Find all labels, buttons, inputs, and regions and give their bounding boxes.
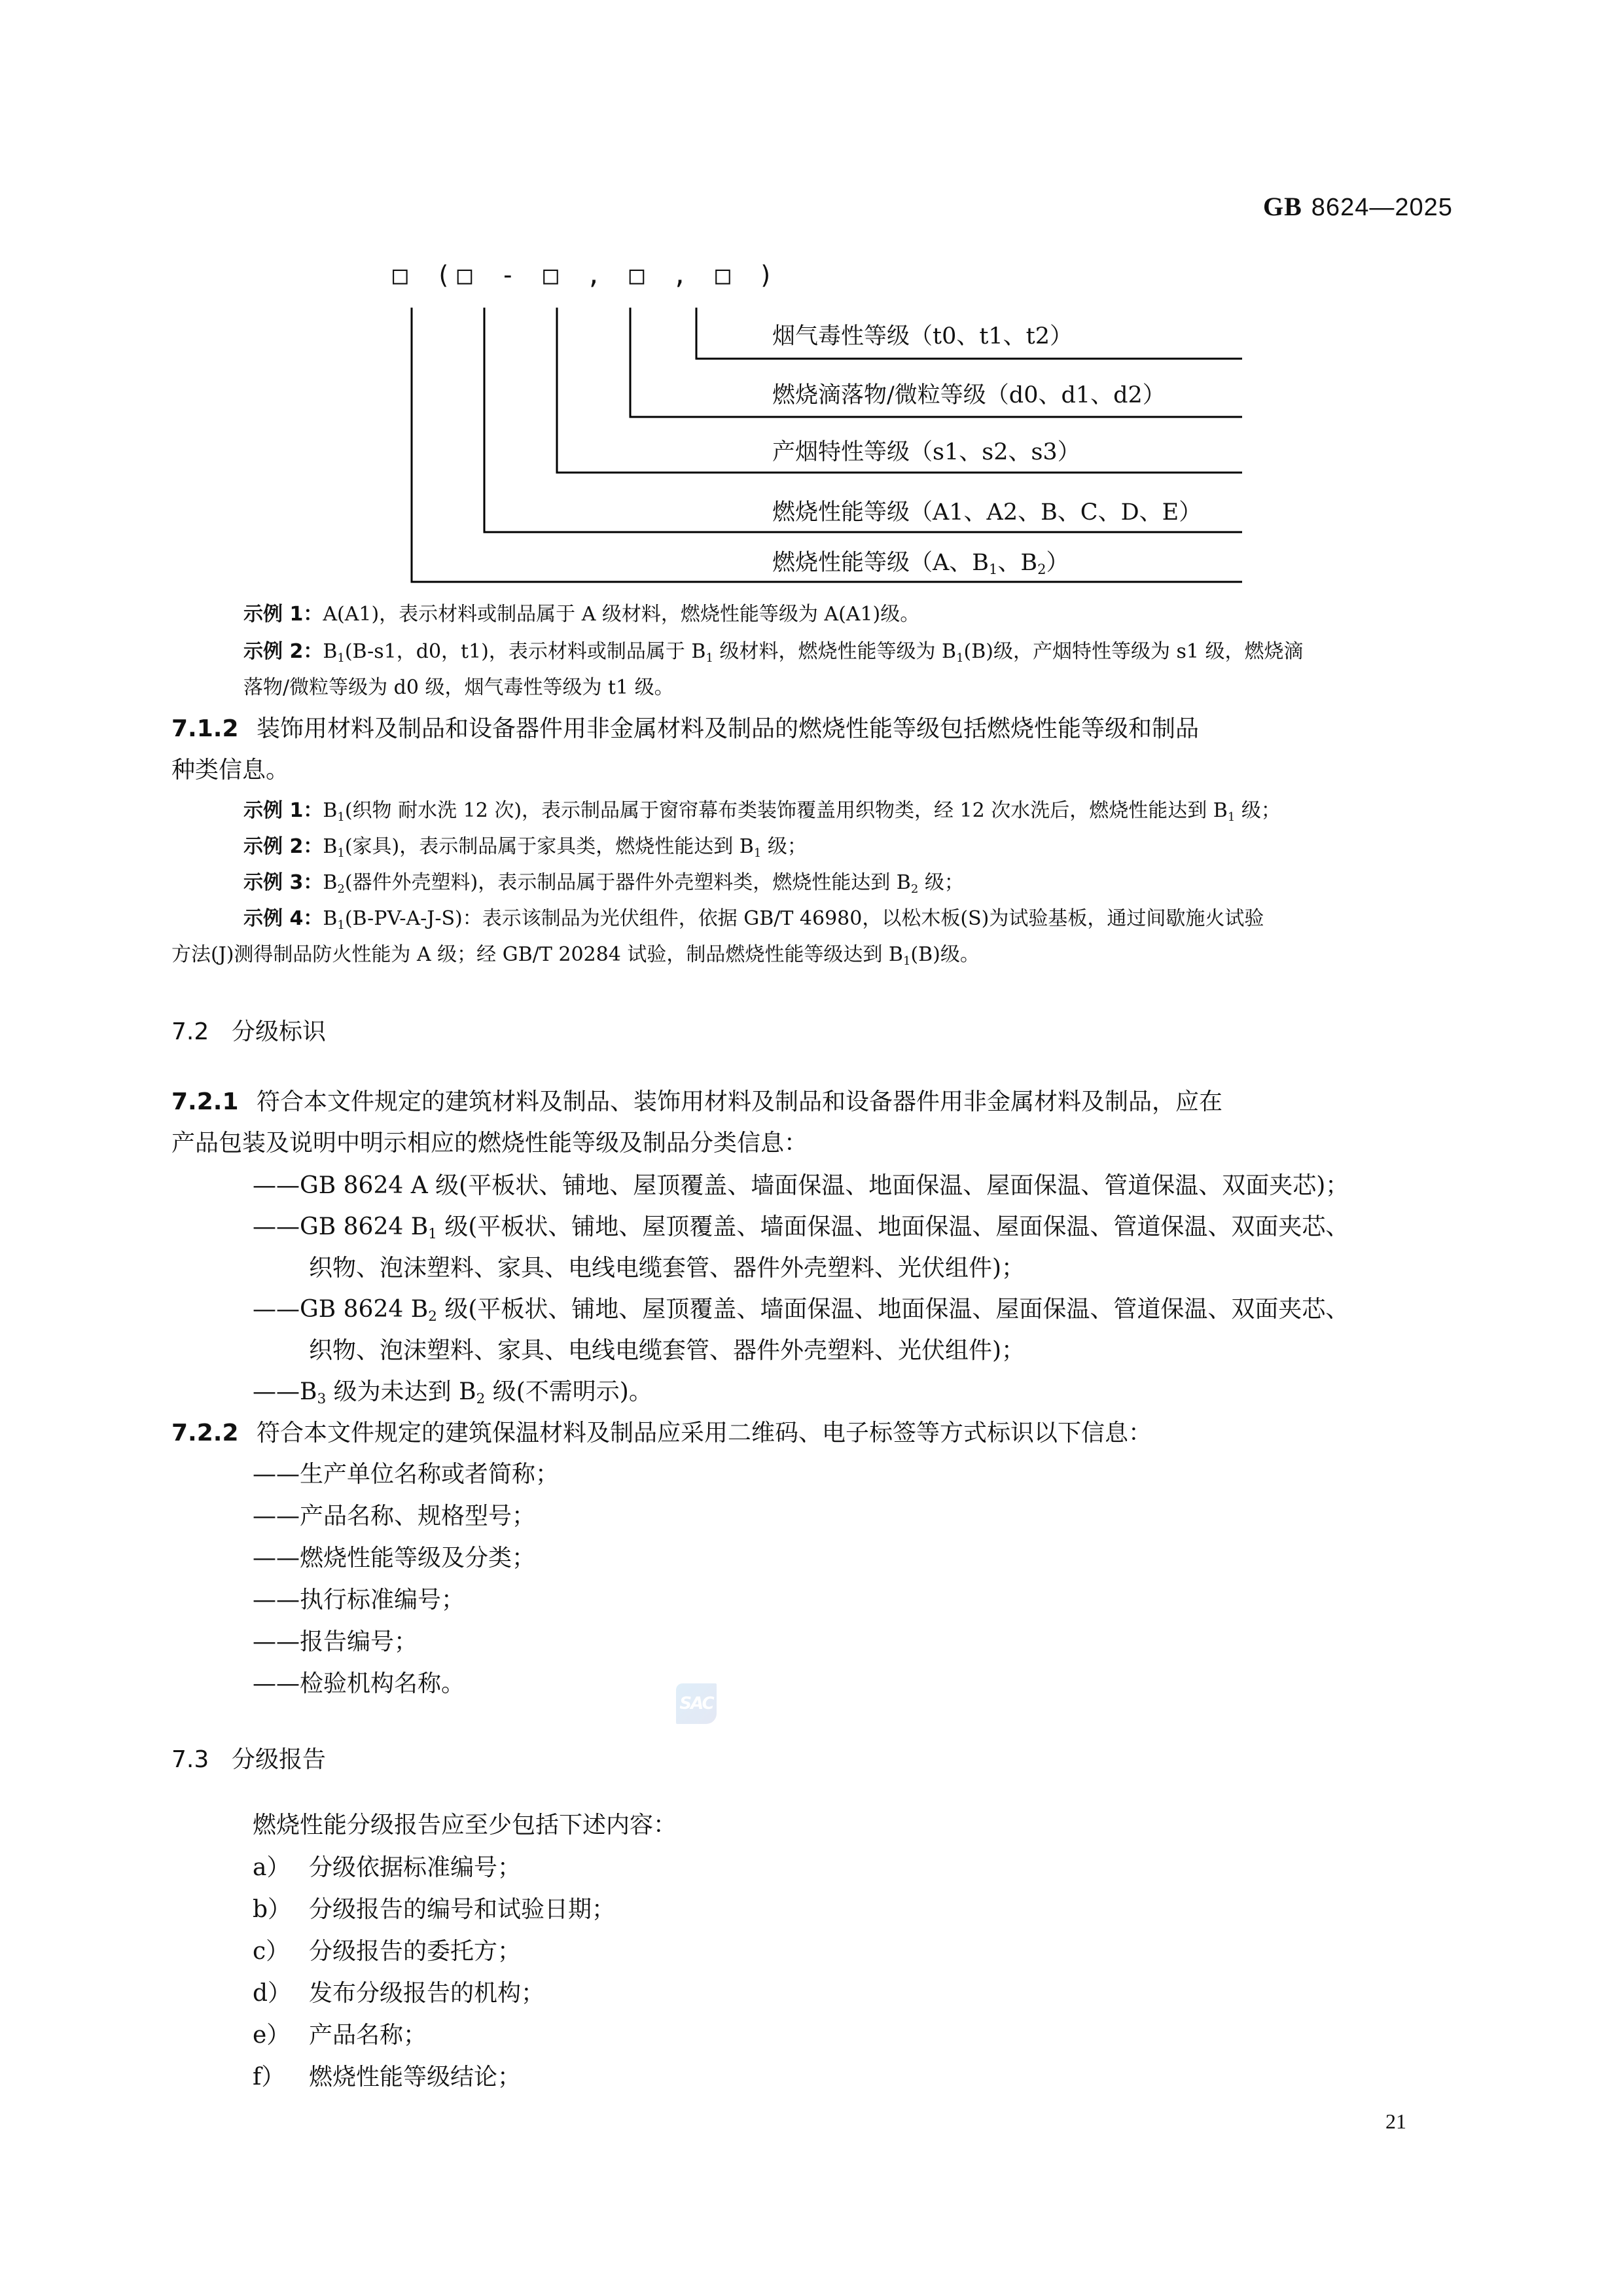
list-item-class-b3: $——B_3$ 级为未达到 $B_2$ 级(不需明示)。 <box>253 1378 652 1407</box>
example-pv-module: 示例 4：$B_1(B-PV-A-J-S)$：表示该制品为光伏组件，依据 GB/T 46980，以松木板(S)为试验基板，通过间歇施火试验 <box>243 907 1264 932</box>
list-item-class-b1: ——GB 8624 $B_1$ 级(平板状、铺地、屋顶覆盖、墙面保温、地面保温、屋面保温、管道保温、双面夹芯、 <box>253 1213 1349 1242</box>
clause-7-1-2: 7.1.2 装饰用材料及制品和设备器件用非金属材料及制品的燃烧性能等级包括燃烧性能等级和制品 <box>171 715 1200 742</box>
list-item-class-a: ——GB 8624 A 级(平板状、铺地、屋顶覆盖、墙面保温、地面保温、屋面保温、管道保温、双面夹芯)； <box>253 1172 1349 1199</box>
diagram-label-toxicity: 烟气毒性等级（t0、t1、t2） <box>772 323 1073 350</box>
example-pv-module-continued: 方法(J)测得制品防火性能为 A 级；经 GB/T 20284 试验，制品燃烧性能等级达到 $B_1(B)$级。 <box>171 943 980 968</box>
example-furniture: 示例 2：$B_1$(家具)，表示制品属于家具类，燃烧性能达到 $B_1$ 级； <box>243 835 807 860</box>
list-item-manufacturer: ——生产单位名称或者简称； <box>253 1461 560 1488</box>
diagram-label-droplets: 燃烧滴落物/微粒等级（d0、d1、d2） <box>772 382 1166 408</box>
standard-prefix: GB <box>1263 192 1302 221</box>
diagram-label-national-class: 燃烧性能等级（A、$B_1$、$B_2$） <box>772 550 1069 577</box>
clause-7-2-1: 7.2.1 符合本文件规定的建筑材料及制品、装饰用材料及制品和设备器件用非金属材料及制品，应在 <box>171 1088 1223 1115</box>
standard-number: 8624—2025 <box>1311 194 1453 221</box>
clause-7-2-2: 7.2.2 符合本文件规定的建筑保温材料及制品应采用二维码、电子标签等方式标识以下信息： <box>171 1420 1152 1446</box>
section-7-3-intro: 燃烧性能分级报告应至少包括下述内容： <box>253 1812 677 1839</box>
example-2-continued: 落物/微粒等级为 d0 级，烟气毒性等级为 t1 级。 <box>243 676 674 699</box>
list-item-testing-body: ——检验机构名称。 <box>253 1670 465 1697</box>
list-item-class-b1-continued: 织物、泡沫塑料、家具、电线电缆套管、器件外壳塑料、光伏组件)； <box>309 1255 1026 1282</box>
diagram-label-euro-class: 燃烧性能等级（A1、A2、B、C、D、E） <box>772 499 1202 526</box>
classification-formula: □ (□ - □ , □ , □ ) <box>393 260 780 289</box>
example-device-plastic: 示例 3：$B_2$(器件外壳塑料)，表示制品属于器件外壳塑料类，燃烧性能达到 $B_2$ 级； <box>243 871 964 896</box>
section-7-3-heading: 7.3 分级报告 <box>171 1746 327 1773</box>
report-item: c） 分级报告的委托方； <box>253 1938 522 1965</box>
example-textile: 示例 1：$B_1$(织物 耐水洗 12 次)，表示制品属于窗帘幕布类装饰覆盖用织物类，经 12 次水洗后，燃烧性能达到 $B_1$ 级； <box>243 799 1281 824</box>
diagram-label-smoke: 产烟特性等级（s1、s2、s3） <box>772 439 1080 465</box>
clause-7-1-2-continued: 种类信息。 <box>171 757 290 783</box>
list-item-product-name: ——产品名称、规格型号； <box>253 1503 536 1530</box>
sac-watermark-logo: SAC <box>676 1683 717 1724</box>
report-item: e） 产品名称； <box>253 2022 427 2049</box>
example-1: 示例 1：A(A1)，表示材料或制品属于 A 级材料，燃烧性能等级为 A(A1)级。 <box>243 603 920 626</box>
section-7-2-heading: 7.2 分级标识 <box>171 1018 327 1045</box>
list-item-report-number: ——报告编号； <box>253 1628 418 1655</box>
page-number: 21 <box>1385 2109 1406 2133</box>
report-item: f） 燃烧性能等级结论； <box>253 2064 522 2090</box>
list-item-class-b2-continued: 织物、泡沫塑料、家具、电线电缆套管、器件外壳塑料、光伏组件)； <box>309 1337 1026 1364</box>
list-item-class-b2: ——GB 8624 $B_2$ 级(平板状、铺地、屋顶覆盖、墙面保温、地面保温、屋面保温、管道保温、双面夹芯、 <box>253 1296 1349 1325</box>
report-item: d） 发布分级报告的机构； <box>253 1980 545 2007</box>
clause-7-2-1-continued: 产品包装及说明中明示相应的燃烧性能等级及制品分类信息： <box>171 1130 808 1157</box>
list-item-standard-number: ——执行标准编号； <box>253 1587 465 1613</box>
list-item-fire-class: ——燃烧性能等级及分类； <box>253 1545 536 1571</box>
report-item: b） 分级报告的编号和试验日期； <box>253 1896 616 1923</box>
example-2: 示例 2：$B_1(B-s1$，d0，t1)，表示材料或制品属于 $B_1$ 级材料，燃烧性能等级为 $B_1(B)$级，产烟特性等级为 s1 级，燃烧滴 <box>243 640 1304 665</box>
report-item: a） 分级依据标准编号； <box>253 1854 522 1881</box>
